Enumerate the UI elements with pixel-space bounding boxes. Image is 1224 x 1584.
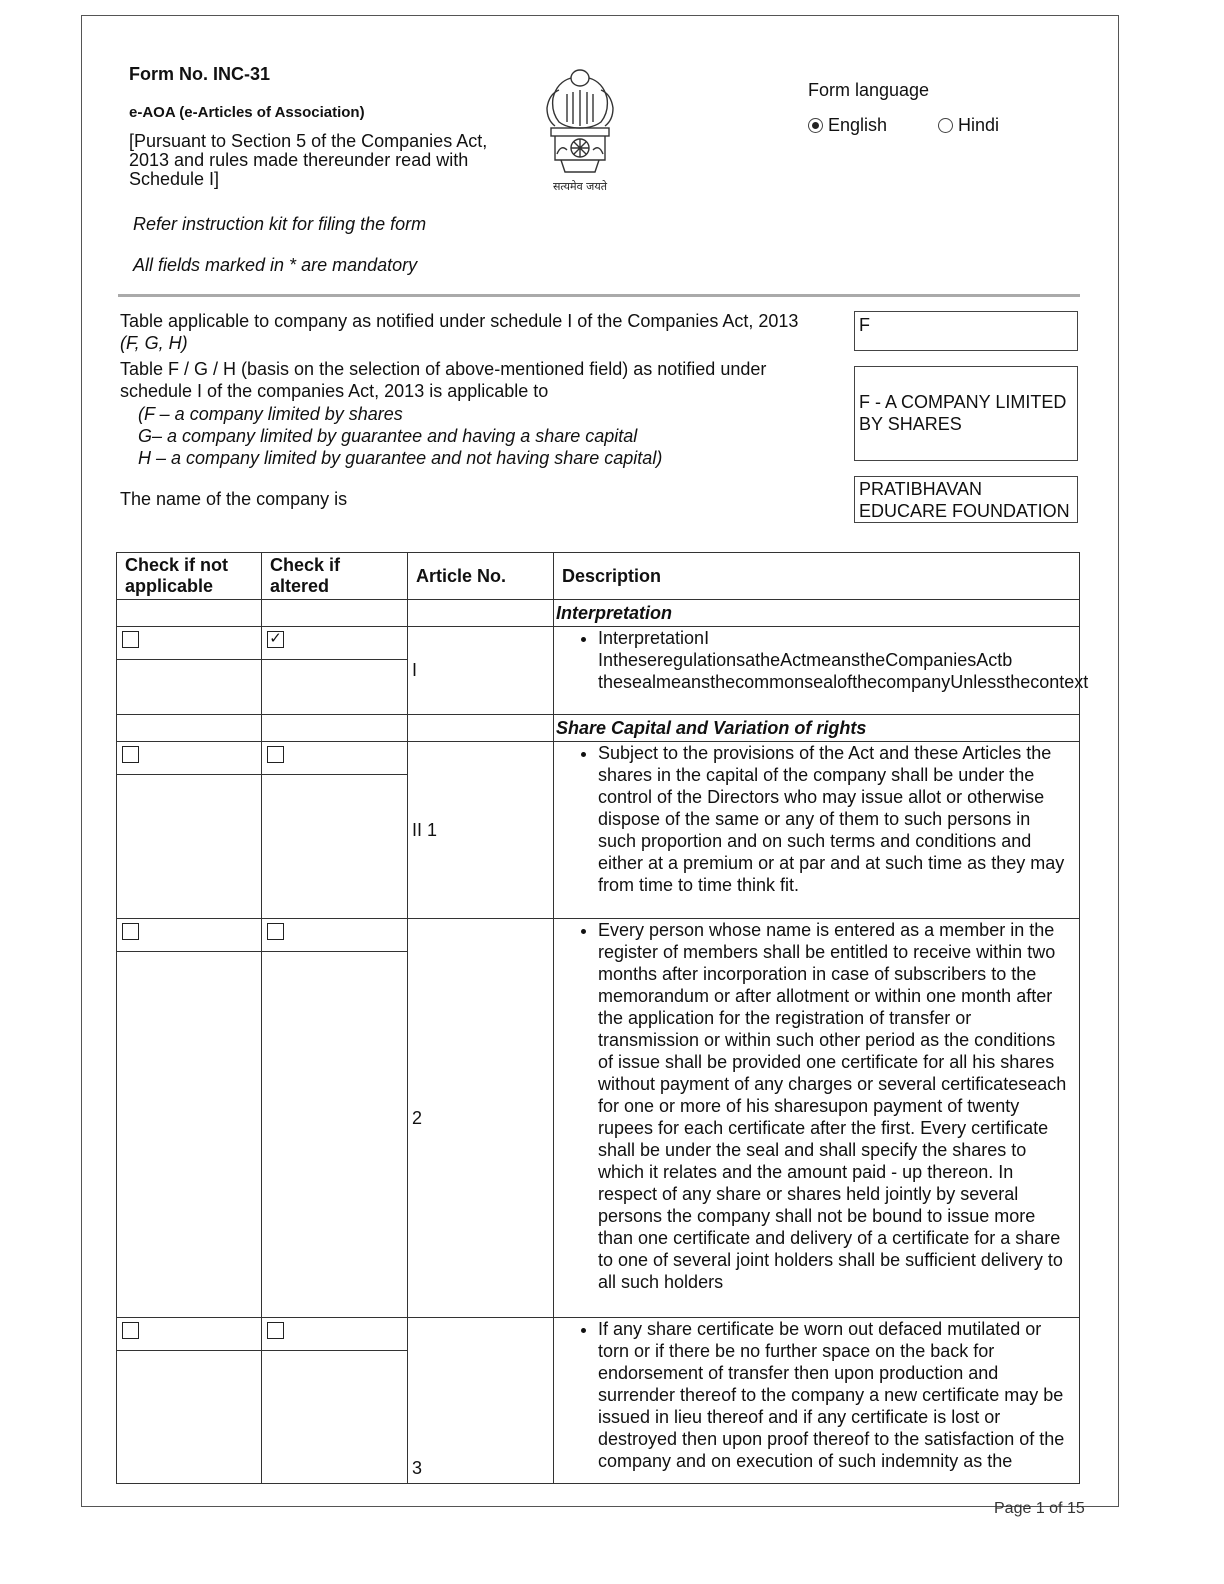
table-g-description: G– a company limited by guarantee and having a share capital [138, 426, 638, 446]
company-name-field[interactable]: PRATIBHAVAN EDUCARE FOUNDATION [854, 476, 1078, 523]
not-applicable-checkbox[interactable] [122, 631, 139, 648]
article-number: 3 [408, 1318, 554, 1484]
table-row [117, 1318, 1080, 1484]
article-description: • Subject to the provisions of the Act and these Articles the shares in the capital of the company shall be under the control of the Directors who may issue allot or otherwise dispose of the same or any of them to such persons in such proportion and on such terms and conditions and either at a premium or at par and at such time as they may from time to time think fit. [554, 742, 1080, 919]
article-description: • InterpretationI IntheseregulationsatheActmeanstheCompaniesActb thesealmeansthecommonsealofthecompanyUnlessthecontext [554, 627, 1080, 715]
section-title: Interpretation [554, 600, 1080, 627]
table-applicable-label [120, 310, 840, 354]
form-subtitle: e-AOA (e-Articles of Association) [129, 104, 365, 121]
header-description: Description [554, 553, 1080, 600]
header-article-no: Article No. [408, 553, 554, 600]
national-emblem [537, 64, 623, 196]
table-description-field[interactable]: F - A COMPANY LIMITED BY SHARES [854, 366, 1078, 461]
header-not-applicable: Check if not applicable [117, 553, 262, 600]
radio-selected-icon[interactable] [808, 118, 823, 133]
table-header-row [117, 553, 1080, 600]
not-applicable-checkbox[interactable] [122, 1322, 139, 1339]
articles-table [116, 552, 1089, 1484]
language-hindi-label: Hindi [958, 115, 1000, 135]
table-applicable-options: (F, G, H) [120, 333, 188, 353]
altered-checkbox[interactable] [267, 1322, 284, 1339]
company-name-label: The name of the company is [120, 489, 348, 509]
section-row [117, 600, 1080, 627]
header-altered: Check if altered [262, 553, 408, 600]
lion-capital-icon [537, 64, 623, 196]
page-number: Page 1 of 15 [994, 1500, 1085, 1517]
table-h-description: H – a company limited by guarantee and not having share capital) [138, 448, 663, 468]
table-applicable-text: Table applicable to company as notified under schedule I of the Companies Act, 2013 [120, 311, 799, 331]
radio-unselected-icon[interactable] [938, 118, 953, 133]
altered-checkbox[interactable] [267, 746, 284, 763]
divider [118, 294, 1080, 297]
language-english-option[interactable] [808, 115, 887, 136]
section-title: Share Capital and Variation of rights [554, 715, 1080, 742]
table-row [117, 919, 1080, 1318]
altered-checkbox[interactable] [267, 923, 284, 940]
table-row [117, 627, 1080, 715]
not-applicable-checkbox[interactable] [122, 923, 139, 940]
article-number: 2 [408, 919, 554, 1318]
table-f-description: (F – a company limited by shares [138, 404, 403, 424]
mandatory-note: All fields marked in * are mandatory [133, 255, 418, 275]
article-number: II 1 [408, 742, 554, 919]
table-description-label: Table F / G / H (basis on the selection of above-mentioned field) as notified under schedule I of the companies Act, 2013 is applicable to [120, 359, 767, 401]
pursuant-text: [Pursuant to Section 5 of the Companies Act, 2013 and rules made thereunder read with Schedule I] [129, 131, 488, 189]
emblem-caption: सत्यमेव जयते [552, 180, 608, 193]
form-number: Form No. INC-31 [129, 64, 271, 84]
altered-checkbox-checked[interactable]: ✓ [267, 631, 284, 648]
article-number: I [408, 627, 554, 715]
table-applicable-field[interactable]: F [854, 311, 1078, 351]
language-english-label: English [828, 115, 888, 135]
section-row [117, 715, 1080, 742]
not-applicable-checkbox[interactable] [122, 746, 139, 763]
instruction-kit-note: Refer instruction kit for filing the form [133, 214, 427, 234]
table-row [117, 742, 1080, 919]
article-description: • Every person whose name is entered as a member in the register of members shall be entitled to receive within two months after incorporation in case of subscribers to the memorandum or after allotment or within one month after the application for the registration of transfer or transmission or within such other period as the conditions of issue shall be provided one certificate for all his shares without payment of any charges or several certificateseach for one or more of his sharesupon payment of twenty rupees for each certificate after the first. Every certificate shall be under the seal and shall specify the shares to which it relates and the amount paid - up thereon. In respect of any share or shares held jointly by several persons the company shall not be bound to issue more than one certificate and delivery of a certificate for a share to one of several joint holders shall be sufficient delivery to all such holders [554, 919, 1080, 1318]
form-language-title: Form language [808, 80, 930, 100]
language-hindi-option[interactable] [938, 115, 999, 136]
article-description: • If any share certificate be worn out defaced mutilated or torn or if there be no further space on the back for endorsement of transfer then upon production and surrender thereof to the company a new certificate may be issued in lieu thereof and if any certificate is lost or destroyed then upon proof thereof to the satisfaction of the company and on execution of such indemnity as the [554, 1318, 1080, 1484]
